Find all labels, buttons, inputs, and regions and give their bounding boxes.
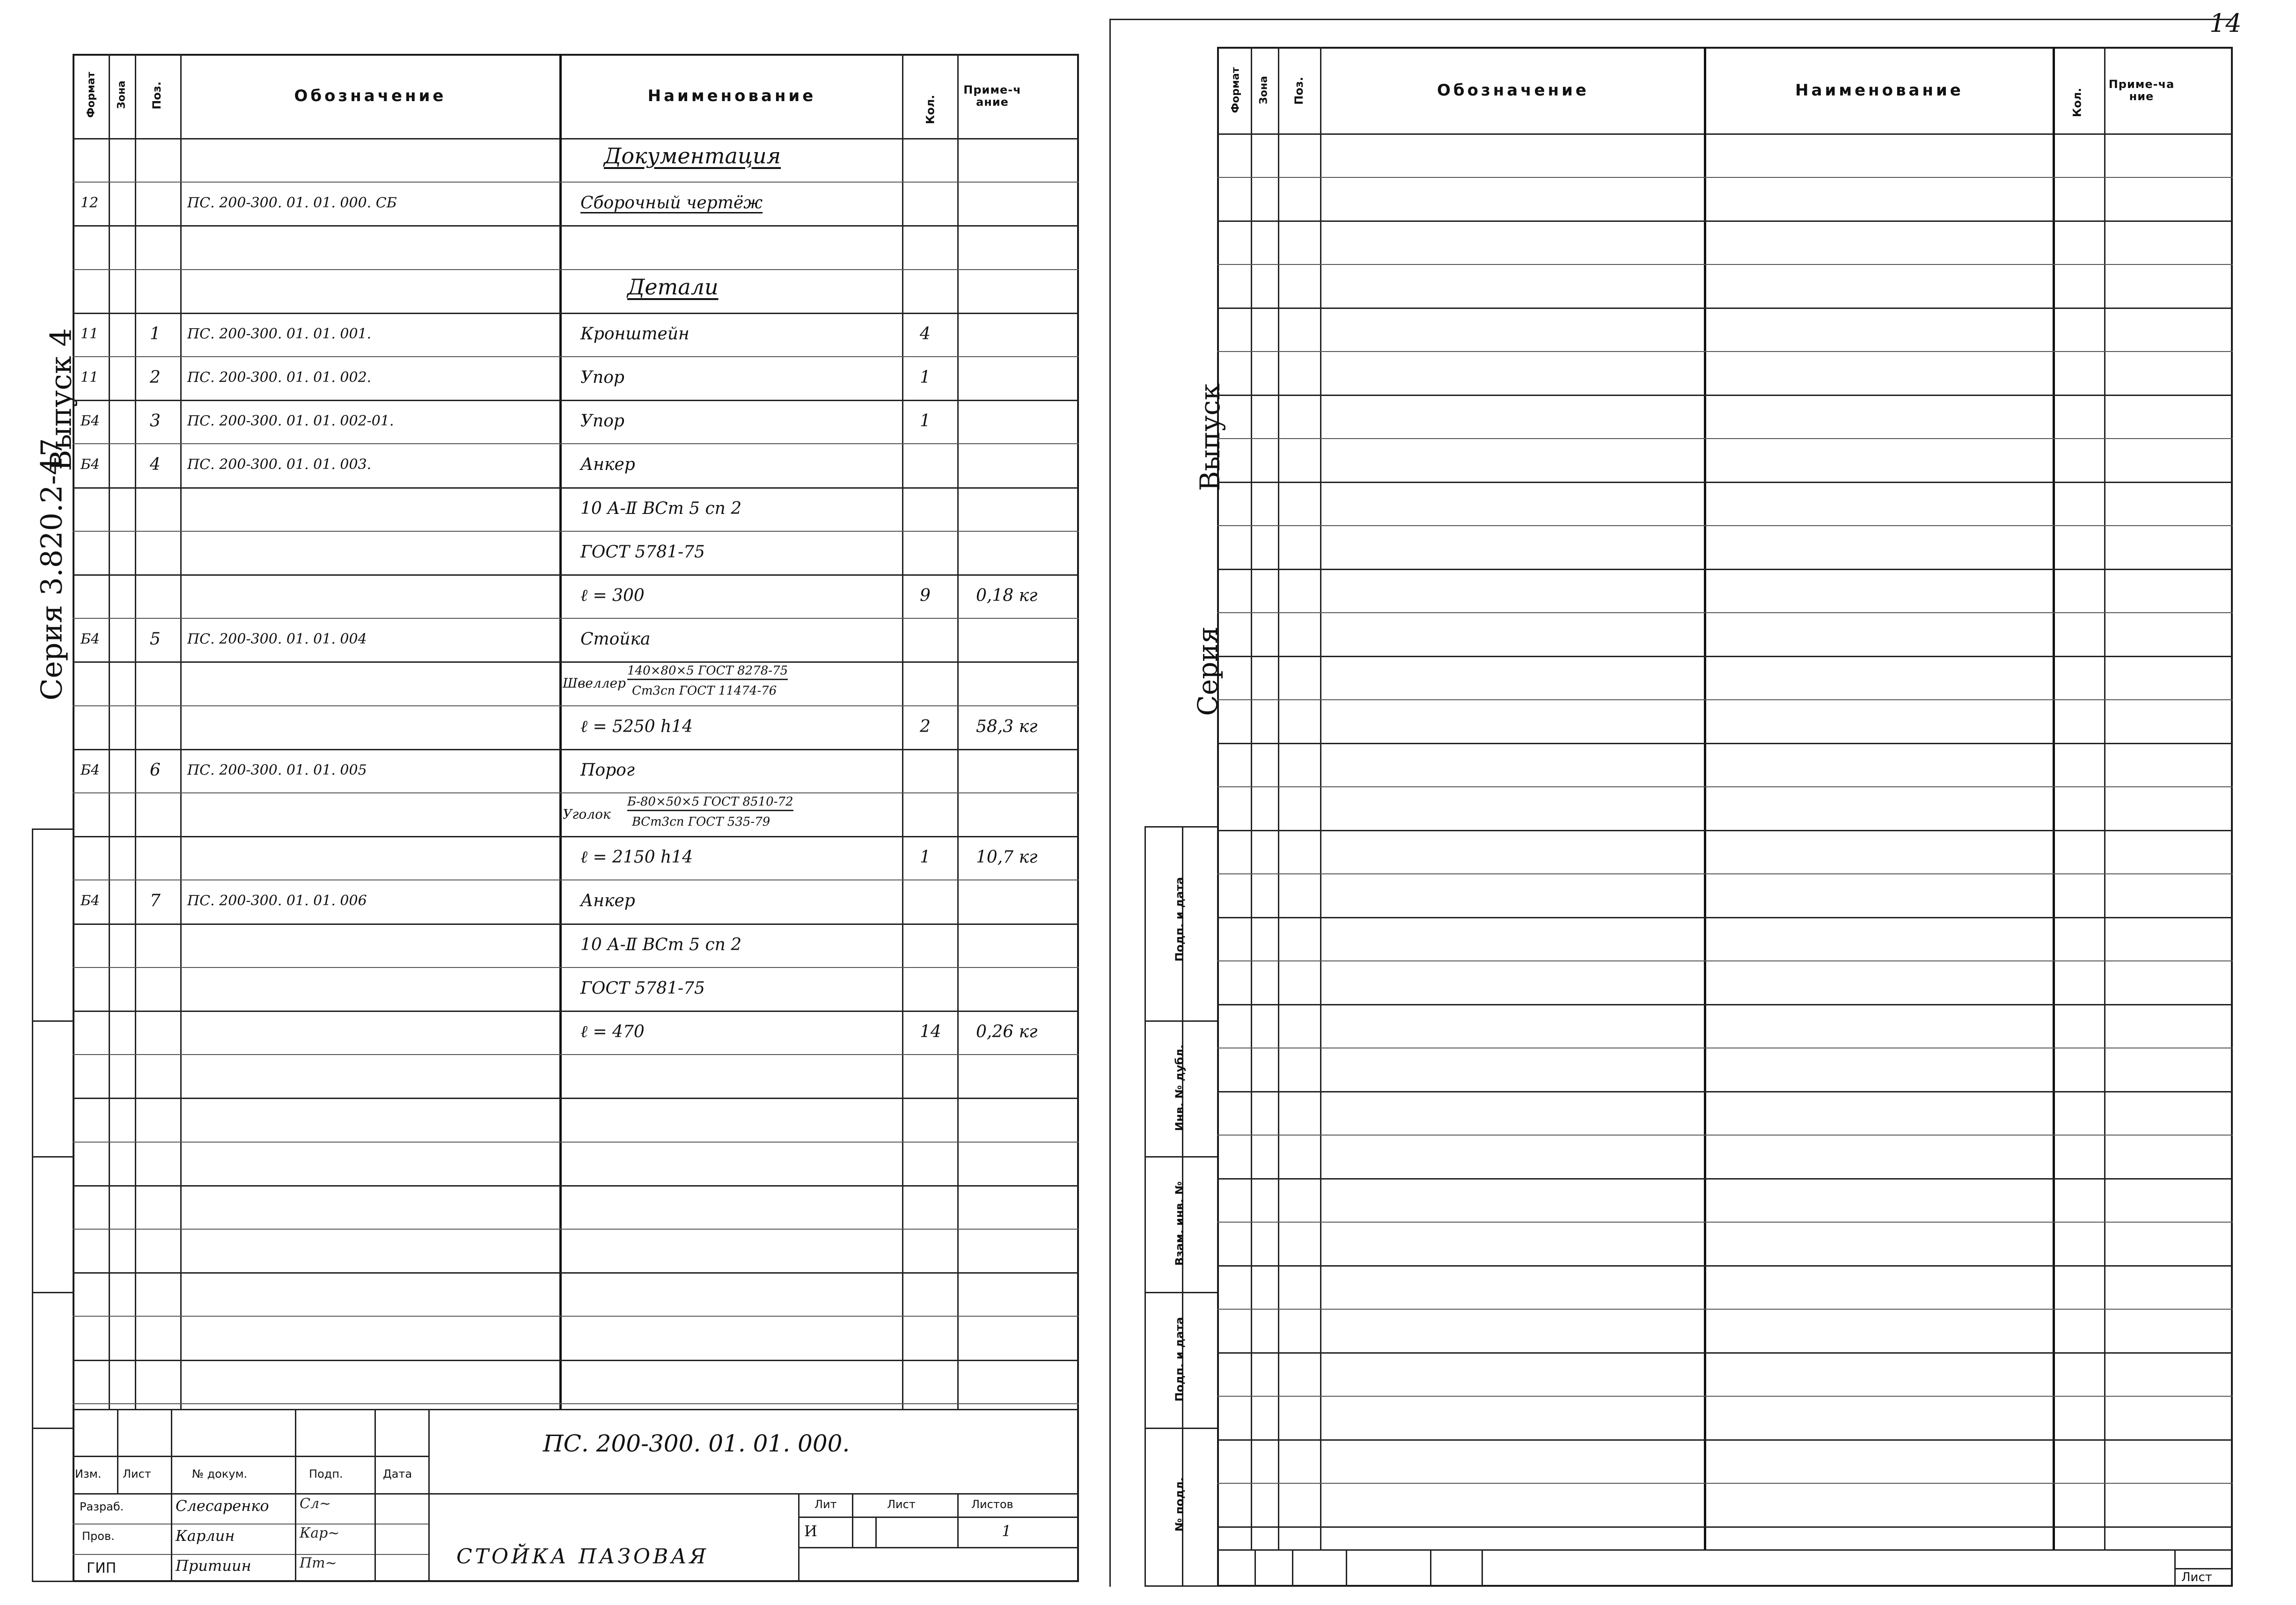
row-note: 0,18 кг <box>976 586 1038 605</box>
r-header-note: Приме-чание <box>2108 77 2175 103</box>
r-header-name: Наименование <box>1795 81 1964 100</box>
row-name: Порог <box>580 761 635 780</box>
row-designation: ПС. 200-300. 01. 01. 004 <box>187 631 367 647</box>
row-format: 11 <box>81 369 99 386</box>
row-format: Б4 <box>81 456 100 473</box>
right-sheet <box>1217 47 2233 1587</box>
row-name-frac-label: Швеллер <box>563 675 626 691</box>
row-format: 12 <box>81 195 99 211</box>
row-name: Документация <box>604 143 781 169</box>
row-name: Сборочный чертёж <box>580 193 763 213</box>
row-name-frac-bottom: Ст3сп ГОСТ 11474-76 <box>632 684 777 698</box>
header-note: Приме-чание <box>963 83 1021 109</box>
stamp-dup-inv: Инв. № дубл. <box>1173 1044 1186 1131</box>
row-name-frac-top: 140×80×5 ГОСТ 8278-75 <box>627 664 788 680</box>
tb-lit-label: Лит <box>814 1498 837 1511</box>
row-name: ГОСТ 5781-75 <box>580 979 705 998</box>
row-qty: 1 <box>920 411 931 431</box>
row-pos: 4 <box>150 455 161 474</box>
row-name: Анкер <box>580 891 635 910</box>
row-qty: 1 <box>920 368 931 387</box>
signature-gip: Пт~ <box>300 1555 337 1571</box>
row-note: 10,7 кг <box>976 848 1038 867</box>
r-header-pos: Поз. <box>1292 77 1306 105</box>
row-qty: 9 <box>920 586 931 605</box>
tb-col-date: Дата <box>383 1467 412 1480</box>
header-pos: Поз. <box>150 81 163 110</box>
row-format: Б4 <box>81 762 100 778</box>
row-name: Упор <box>580 411 624 431</box>
row-name: 10 А-Ⅱ ВСт 5 сп 2 <box>580 935 742 954</box>
stamp-sign-date-2: Подп. и дата <box>1173 1317 1186 1402</box>
row-name: ℓ = 470 <box>580 1022 645 1041</box>
stamp-orig-no: № подл. <box>1173 1477 1186 1532</box>
row-name-frac-top: Б-80×50×5 ГОСТ 8510-72 <box>627 795 793 811</box>
r-header-format: Формат <box>1230 67 1242 113</box>
tb-lit-value: И <box>804 1522 817 1540</box>
stamp-sign-date-1: Подп. и дата <box>1173 877 1186 962</box>
row-qty: 14 <box>920 1022 941 1041</box>
side-series-label: Серия 3.820.2-47 <box>34 438 69 701</box>
tb-sheet-label: Лист <box>887 1498 916 1511</box>
row-qty: 2 <box>920 717 931 736</box>
row-pos: 3 <box>150 411 161 431</box>
row-note: 58,3 кг <box>976 717 1038 736</box>
left-stamp-column <box>32 828 74 1582</box>
row-note: 0,26 кг <box>976 1022 1038 1041</box>
row-designation: ПС. 200-300. 01. 01. 005 <box>187 762 367 778</box>
right-side-series: Серия <box>1192 626 1224 716</box>
row-name: Кронштейн <box>580 324 690 344</box>
row-pos: 7 <box>150 891 161 910</box>
tb-name-check: Карлин <box>176 1527 235 1545</box>
row-designation: ПС. 200-300. 01. 01. 001. <box>187 326 372 342</box>
row-designation: ПС. 200-300. 01. 01. 006 <box>187 893 367 909</box>
signature-dev: Сл~ <box>300 1495 331 1512</box>
row-name: ГОСТ 5781-75 <box>580 542 705 562</box>
tb-role-gip: ГИП <box>87 1560 117 1576</box>
row-designation: ПС. 200-300. 01. 01. 002. <box>187 369 372 386</box>
tb-role-dev: Разраб. <box>80 1500 124 1513</box>
row-designation: ПС. 200-300. 01. 01. 002-01. <box>187 413 394 429</box>
row-name: ℓ = 2150 h14 <box>580 848 693 867</box>
tb-name-gip: Притиин <box>176 1557 251 1575</box>
row-name: ℓ = 5250 h14 <box>580 717 693 736</box>
row-name: ℓ = 300 <box>580 586 645 605</box>
row-designation: ПС. 200-300. 01. 01. 000. СБ <box>187 195 397 211</box>
row-name: Упор <box>580 368 624 387</box>
row-name: 10 А-Ⅱ ВСт 5 сп 2 <box>580 499 742 518</box>
row-format: 11 <box>81 326 99 342</box>
tb-sheets-label: Листов <box>971 1498 1013 1511</box>
tb-sheets-value: 1 <box>1002 1522 1012 1540</box>
page-number: 14 <box>2209 8 2242 38</box>
header-designation: Обозначение <box>294 87 447 105</box>
row-format: Б4 <box>81 413 100 429</box>
row-name: Анкер <box>580 455 635 474</box>
right-sheet-label: Лист <box>2181 1570 2212 1584</box>
row-name: Стойка <box>580 630 651 649</box>
tb-col-sign: Подп. <box>309 1467 343 1480</box>
row-pos: 2 <box>150 368 161 387</box>
r-header-qty: Кол. <box>2070 88 2084 117</box>
row-pos: 1 <box>150 324 161 344</box>
tb-col-list: Лист <box>123 1467 151 1480</box>
row-name: Детали <box>627 274 719 300</box>
tb-name-dev: Слесаренко <box>176 1497 269 1515</box>
header-format: Формат <box>85 72 97 118</box>
side-issue-label: Выпуск 4 <box>44 328 78 471</box>
r-header-designation: Обозначение <box>1437 81 1589 100</box>
row-qty: 4 <box>920 324 931 344</box>
row-qty: 1 <box>920 848 931 867</box>
signature-check: Кар~ <box>300 1525 340 1541</box>
header-name: Наименование <box>647 87 816 105</box>
r-header-zone: Зона <box>1258 76 1270 104</box>
header-zone: Зона <box>116 81 128 109</box>
row-format: Б4 <box>81 631 100 647</box>
row-pos: 6 <box>150 761 161 780</box>
header-qty: Кол. <box>924 95 937 125</box>
row-name-frac-label: Уголок <box>563 806 611 822</box>
tb-role-check: Пров. <box>82 1530 115 1543</box>
right-side-issue: Выпуск <box>1194 383 1226 491</box>
tb-col-doc: № докум. <box>192 1467 248 1480</box>
row-format: Б4 <box>81 893 100 909</box>
tb-doc-code: ПС. 200-300. 01. 01. 000. <box>543 1430 850 1457</box>
tb-col-izm: Изм. <box>75 1467 102 1480</box>
row-pos: 5 <box>150 630 161 649</box>
row-designation: ПС. 200-300. 01. 01. 003. <box>187 456 372 473</box>
stamp-repl-inv: Взам. инв. № <box>1173 1181 1186 1266</box>
row-name-frac-bottom: ВСт3сп ГОСТ 535-79 <box>632 815 770 829</box>
tb-title: СТОЙКА ПАЗОВАЯ <box>456 1545 709 1568</box>
